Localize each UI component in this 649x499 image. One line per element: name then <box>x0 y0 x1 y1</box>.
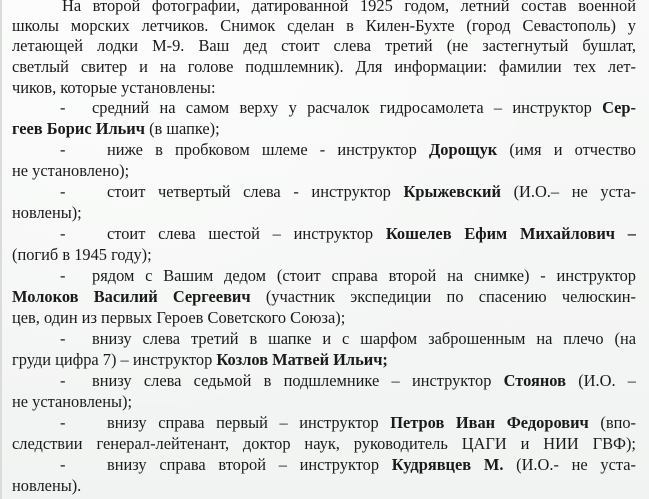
text-line <box>107 455 636 475</box>
text-line <box>12 392 636 412</box>
text-line <box>12 57 636 77</box>
text-line <box>12 119 636 139</box>
text-line <box>12 476 636 496</box>
text-segment: чиков, которые установлены: <box>12 78 216 97</box>
instructor-name: Дорощук <box>428 140 498 159</box>
text-segment: (впо- <box>588 413 636 432</box>
text-line <box>12 36 636 56</box>
text-line <box>12 308 636 328</box>
text-line <box>12 78 636 98</box>
scan-edge-shadow <box>0 0 2 499</box>
text-segment: внизу слева седьмой в подшлемнике – инструктор <box>92 371 504 390</box>
list-dash: - <box>60 98 66 117</box>
list-dash: - <box>60 266 66 285</box>
text-segment: (участник экспедиции по спасению челюскин- <box>250 287 636 306</box>
text-segment: внизу справа первый – инструктор <box>107 413 391 432</box>
list-dash: - <box>60 371 66 390</box>
text-segment: (погиб в 1945 году); <box>12 245 152 264</box>
list-dash: - <box>60 224 66 243</box>
text-line <box>62 0 636 16</box>
text-segment: внизу справа второй – инструктор <box>107 455 392 474</box>
text-line <box>107 182 636 202</box>
text-line <box>12 287 636 307</box>
list-dash: - <box>60 329 66 348</box>
text-line <box>92 371 636 391</box>
instructor-name: Стоянов <box>503 371 566 390</box>
text-segment: (И.О.- не уста- <box>503 455 636 474</box>
instructor-name: геев Борис Ильич <box>12 119 145 138</box>
instructor-name: Козлов Матвей Ильич; <box>216 350 388 369</box>
list-dash: - <box>60 182 66 201</box>
text-line <box>92 329 636 349</box>
text-line <box>92 266 636 286</box>
text-segment: стоит четвертый слева - инструктор <box>107 182 404 201</box>
text-segment: средний на самом верху у расчалок гидросамолета – инструктор <box>92 98 603 117</box>
text-segment: новлены); <box>12 203 82 222</box>
text-line <box>107 140 636 160</box>
list-dash: - <box>60 140 66 159</box>
list-dash: - <box>60 455 66 474</box>
text-segment: стоит слева шестой – инструктор <box>107 224 386 243</box>
text-segment: груди цифра 7) – инструктор <box>12 350 217 369</box>
text-segment: (И.О. – <box>565 371 636 390</box>
text-line <box>12 203 636 223</box>
text-segment: (И.О.– не уста- <box>500 182 636 201</box>
instructor-name: Кошелев Ефим Михайлович – <box>385 224 636 243</box>
text-line <box>107 413 636 433</box>
instructor-name: Молоков Василий Сергеевич <box>12 287 251 306</box>
text-segment: На второй фотографии, датированной 1925 годом, летний состав военной <box>62 0 636 15</box>
text-segment: не установлено); <box>12 161 130 180</box>
text-segment: цев, один из первых Героев Советского Союза); <box>12 308 346 327</box>
text-segment: (в шапке); <box>145 119 220 138</box>
text-line <box>107 224 636 244</box>
text-line <box>92 98 636 118</box>
instructor-name: Крыжевский <box>403 182 501 201</box>
text-segment: внизу слева третий в шапке и с шарфом заброшенным на плечо (на <box>92 329 636 348</box>
text-segment: школы морских летчиков. Снимок сделан в Килен-Бухте (город Севастополь) у <box>12 16 636 35</box>
text-line <box>12 434 636 454</box>
text-segment: светлый свитер и на голове подшлемник). Для информации: фамилии тех лет- <box>12 57 636 76</box>
text-line <box>12 16 636 36</box>
list-dash: - <box>60 413 66 432</box>
text-segment: ниже в пробковом шлеме - инструктор <box>107 140 429 159</box>
text-segment: не установлены); <box>12 392 132 411</box>
text-segment: рядом с Вашим дедом (стоит справа второй на снимке) - инструктор <box>92 266 636 285</box>
text-line <box>12 245 636 265</box>
instructor-name: Кудрявцев М. <box>391 455 504 474</box>
text-segment: новлены). <box>12 476 82 495</box>
text-segment: следствии генерал-лейтенант, доктор наук, руководитель ЦАГИ и НИИ ГВФ); <box>12 434 636 453</box>
text-segment: (имя и отчество <box>497 140 636 159</box>
instructor-name: Петров Иван Федорович <box>390 413 589 432</box>
instructor-name: Сер- <box>602 98 636 117</box>
text-line <box>12 350 636 370</box>
text-line <box>12 161 636 181</box>
text-segment: летающей лодки М-9. Ваш дед стоит слева третий (не застегнутый бушлат, <box>12 36 636 55</box>
